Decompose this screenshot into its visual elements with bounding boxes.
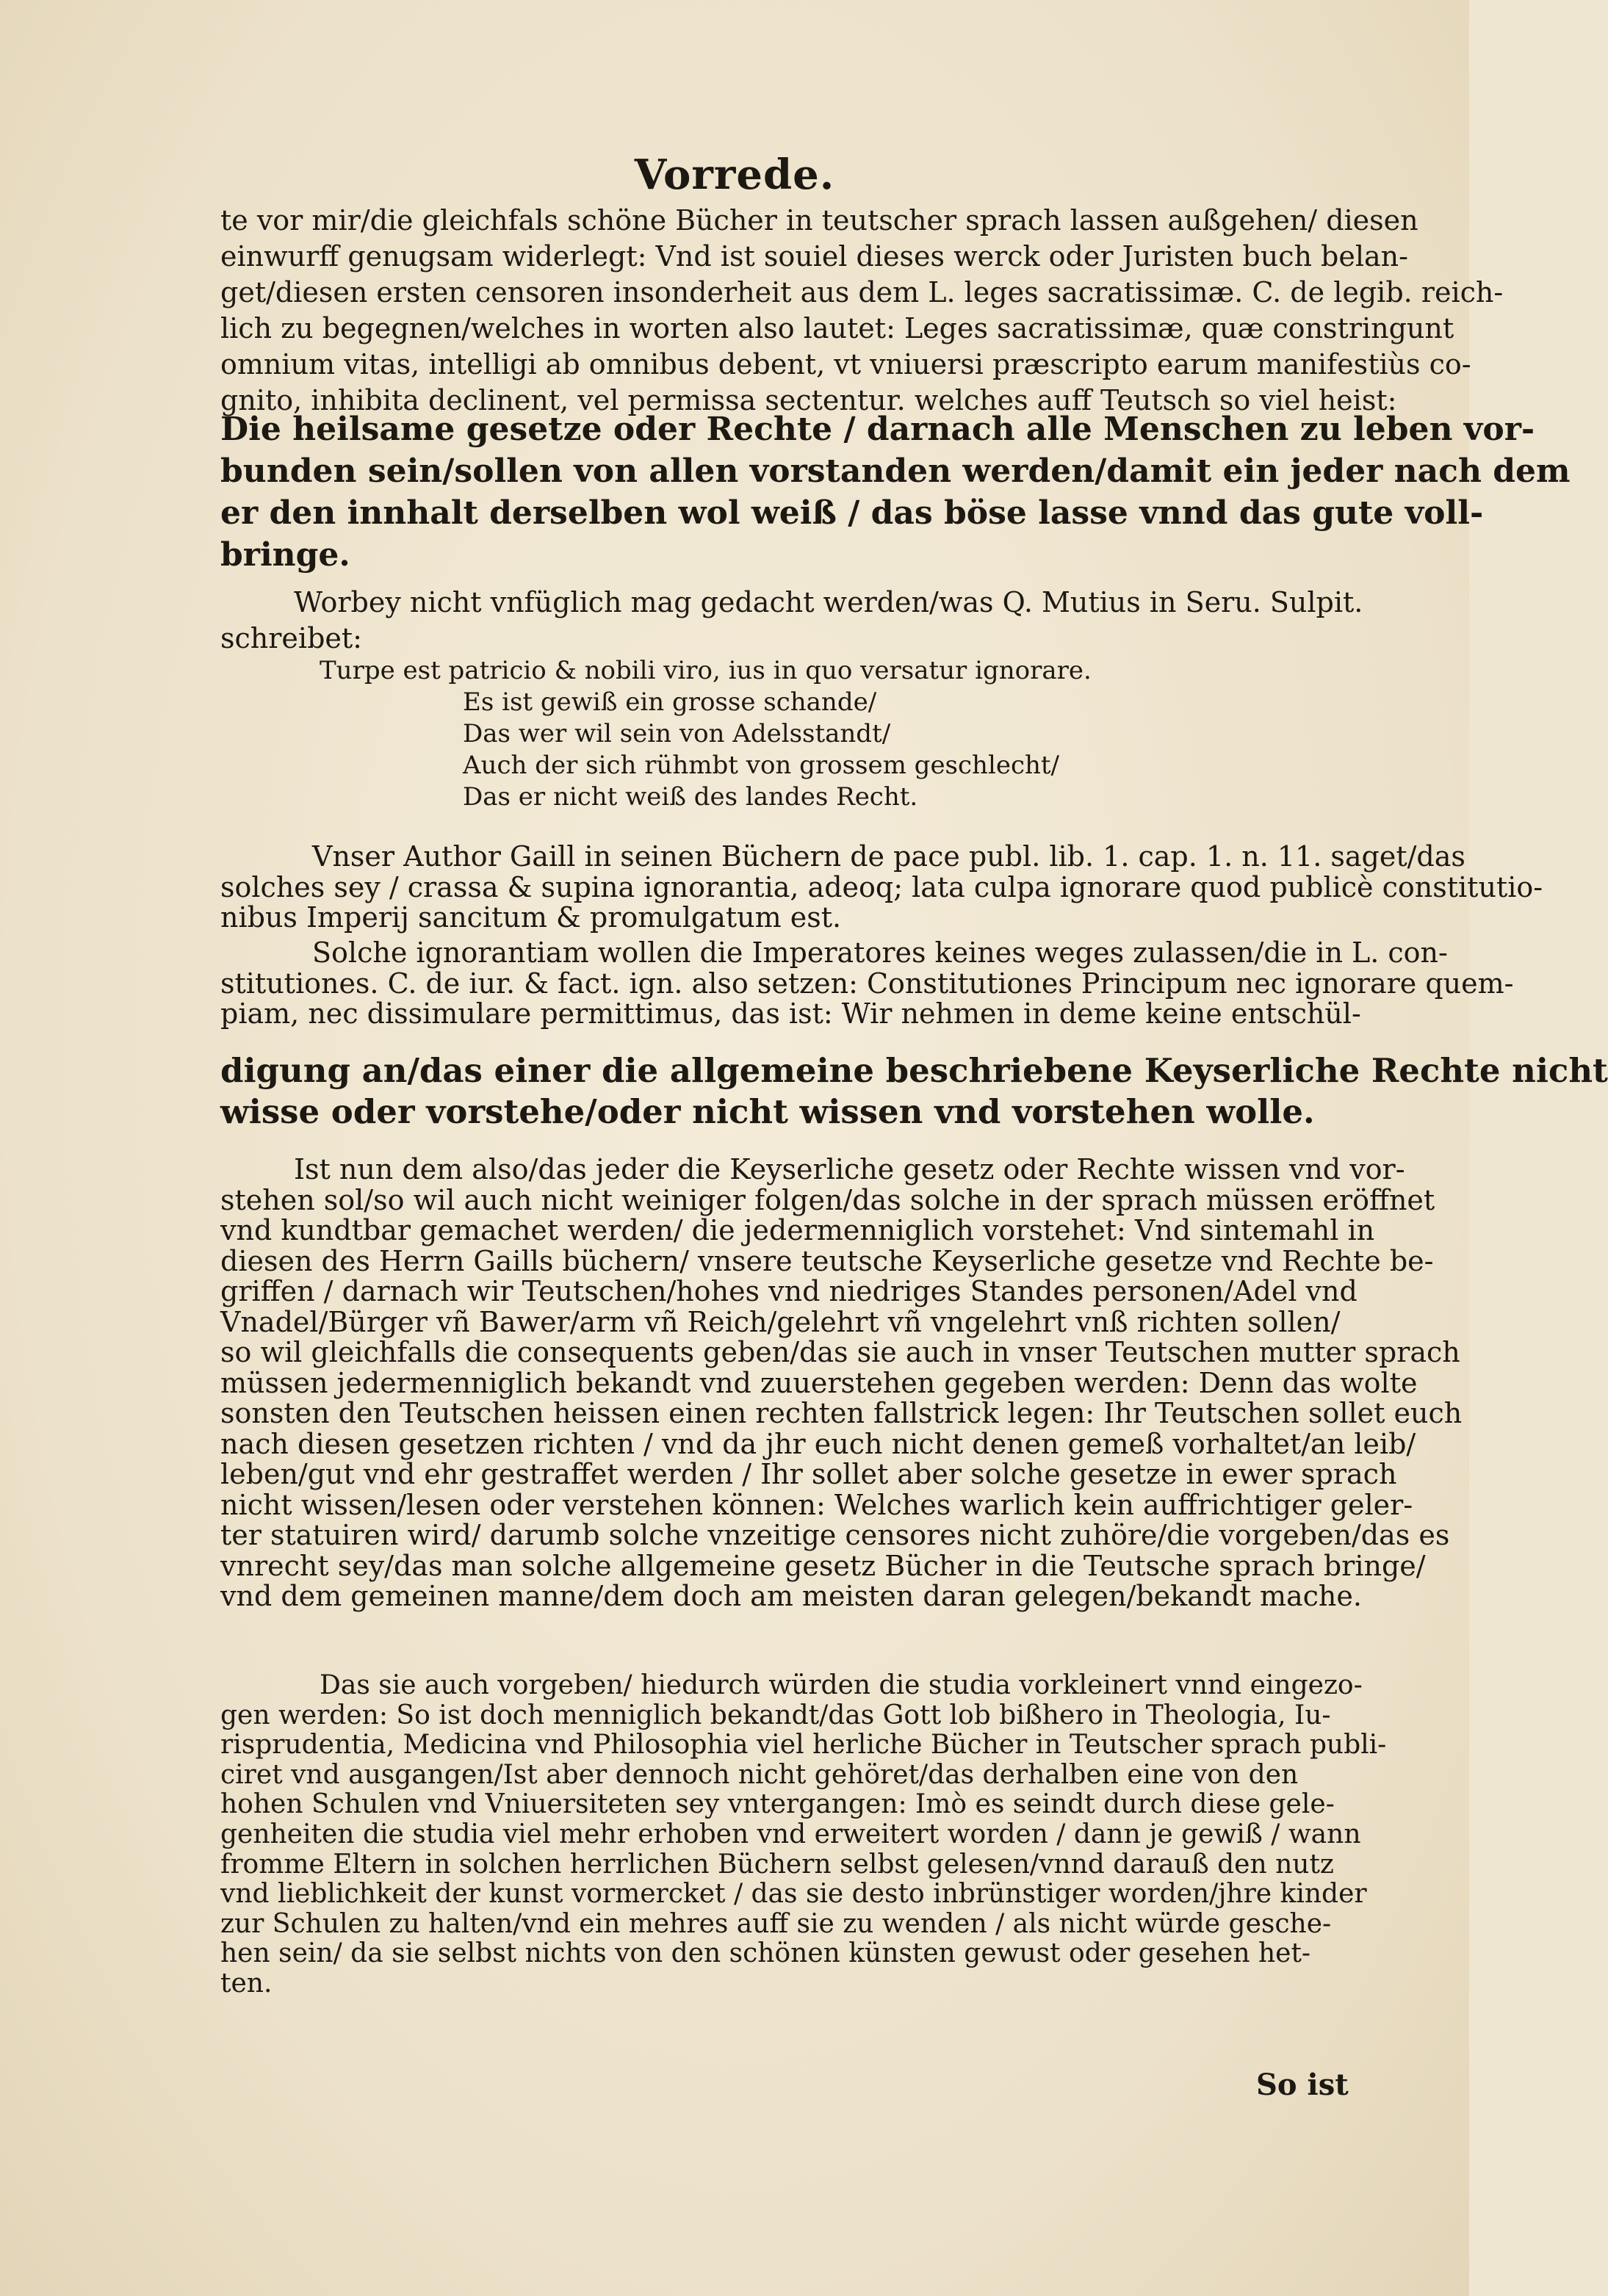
text-line: ten. — [220, 1968, 273, 1999]
text-line: Vnadel/Bürger vñ Bawer/arm vñ Reich/gelehrt vñ vngelehrt vnß richten sollen/ — [220, 1305, 1341, 1338]
text-line: ter statuiren wird/ darumb solche vnzeitige censores nicht zuhöre/die vorgeben/das es — [220, 1519, 1450, 1551]
text-line: bunden sein/sollen von allen vorstanden werden/damit ein jeder nach dem — [220, 452, 1571, 490]
text-line: genheiten die studia viel mehr erhoben vnd erweitert worden / dann je gewiß / wann — [220, 1819, 1361, 1849]
quote-translation-2 — [220, 1050, 1608, 1133]
text-line: omnium vitas, intelligi ab omnibus debent, vt vniuersi præscripto earum manifestiùs co- — [220, 348, 1471, 380]
text-line: sonsten den Teutschen heissen einen rechten fallstrick legen: Ihr Teutschen sollet euch — [220, 1397, 1463, 1429]
catchword: So ist — [1256, 2068, 1349, 2102]
text-line: wisse oder vorstehe/oder nicht wissen vnd vorstehen wolle. — [220, 1092, 1315, 1131]
text-line: nibus Imperij sancitum & promulgatum est. — [220, 901, 842, 934]
text-line: leben/gut vnd ehr gestraffet werden / Ihr sollet aber solche gesetze in ewer sprach — [220, 1458, 1397, 1490]
text-line: piam, nec dissimulare permittimus, das ist: Wir nehmen in deme keine entschül- — [220, 997, 1361, 1030]
text-line: ciret vnd ausgangen/Ist aber dennoch nicht gehöret/das derhalben eine von den — [220, 1759, 1299, 1790]
text-line: so wil gleichfalls die consequents geben/das sie auch in vnser Teutschen mutter sprach — [220, 1336, 1460, 1368]
running-head: Vorrede. — [634, 151, 835, 199]
text-line: lich zu begegnen/welches in worten also lautet: Leges sacratissimæ, quæ constringunt — [220, 312, 1454, 344]
verse-line: Das er nicht weiß des landes Recht. — [463, 782, 918, 812]
verse-latin: Turpe est patricio & nobili viro, ius in quo versatur ignorare. — [320, 656, 1092, 685]
verse-line: Es ist gewiß ein grosse schande/ — [463, 687, 877, 717]
paragraph-6 — [220, 1670, 1387, 1999]
text-line: Vnser Author Gaill in seinen Büchern de pace publ. lib. 1. cap. 1. n. 11. saget/das — [312, 840, 1465, 873]
text-line: te vor mir/die gleichfals schöne Bücher in teutscher sprach lassen außgehen/ diesen — [220, 204, 1418, 237]
paragraph-4 — [220, 936, 1514, 1030]
text-line: schreibet: — [220, 622, 362, 654]
text-line: hohen Schulen vnd Vniuersiteten sey vntergangen: Imò es seindt durch diese gele- — [220, 1789, 1335, 1820]
text-line: Worbey nicht vnfüglich mag gedacht werden/was Q. Mutius in Seru. Sulpit. — [294, 586, 1363, 618]
text-line: er den innhalt derselben wol weiß / das böse lasse vnnd das gute voll- — [220, 494, 1484, 532]
text-line: gnito, inhibita declinent, vel permissa sectentur. welches auff Teutsch so viel heist: — [220, 384, 1397, 416]
text-line: diesen des Herrn Gaills büchern/ vnsere teutsche Keyserliche gesetze vnd Rechte be- — [220, 1244, 1434, 1277]
text-line: zur Schulen zu halten/vnd ein mehres auff sie zu wenden / als nicht würde gesche- — [220, 1908, 1332, 1939]
paragraph-2 — [220, 585, 1363, 657]
text-line: get/diesen ersten censoren insonderheit aus dem L. leges sacratissimæ. C. de legib. reich- — [220, 276, 1504, 308]
text-line: bringe. — [220, 536, 350, 574]
text-line: Das sie auch vorgeben/ hiedurch würden die studia vorkleinert vnnd eingezo- — [320, 1670, 1363, 1700]
text-line: Ist nun dem also/das jeder die Keyserliche gesetz oder Rechte wissen vnd vor- — [294, 1153, 1405, 1185]
paragraph-1 — [220, 203, 1504, 419]
text-line: hen sein/ da sie selbst nichts von den schönen künsten gewust oder gesehen het- — [220, 1938, 1311, 1969]
text-line: solches sey / crassa & supina ignorantia, adeoq; lata culpa ignorare quod publicè constitutio- — [220, 870, 1543, 903]
text-line: müssen jedermenniglich bekandt vnd zuuerstehen gegeben werden: Denn das wolte — [220, 1366, 1418, 1399]
verse-line: Das wer wil sein von Adelsstandt/ — [463, 719, 891, 748]
text-line: nicht wissen/lesen oder verstehen können: Welches warlich kein auffrichtiger geler- — [220, 1488, 1413, 1521]
text-line: vnd dem gemeinen manne/dem doch am meisten daran gelegen/bekandt mache. — [220, 1580, 1362, 1612]
verse-line: Auch der sich rühmbt von grossem geschlecht/ — [463, 751, 1059, 780]
text-line: vnrecht sey/das man solche allgemeine gesetz Bücher in die Teutsche sprach bringe/ — [220, 1549, 1426, 1582]
text-line: Die heilsame gesetze oder Rechte / darnach alle Menschen zu leben vor- — [220, 411, 1535, 448]
text-line: risprudentia, Medicina vnd Philosophia viel herliche Bücher in Teutscher sprach publi- — [220, 1730, 1387, 1761]
text-line: stehen sol/so wil auch nicht weiniger folgen/das solche in der sprach müssen eröffnet — [220, 1183, 1435, 1216]
quote-translation-1 — [220, 408, 1571, 576]
text-line: nach diesen gesetzen richten / vnd da jhr euch nicht denen gemeß vorhaltet/an leib/ — [220, 1427, 1416, 1460]
text-line: vnd lieblichkeit der kunst vormercket / das sie desto inbrünstiger worden/jhre kinder — [220, 1879, 1367, 1910]
text-line: gen werden: So ist doch menniglich bekandt/das Gott lob bißhero in Theologia, Iu- — [220, 1700, 1331, 1730]
paragraph-3 — [220, 840, 1543, 934]
text-line: vnd kundtbar gemachet werden/ die jedermenniglich vorstehet: Vnd sintemahl in — [220, 1214, 1375, 1246]
verse-german — [463, 687, 1059, 813]
text-line: einwurff genugsam widerlegt: Vnd ist souiel dieses werck oder Juristen buch belan- — [220, 240, 1408, 272]
text-line: griffen / darnach wir Teutschen/hohes vnd niedriges Standes personen/Adel vnd — [220, 1275, 1358, 1307]
text-line: digung an/das einer die allgemeine beschriebene Keyserliche Rechte nicht — [220, 1051, 1608, 1090]
paragraph-5 — [220, 1153, 1463, 1612]
text-line: stitutiones. C. de iur. & fact. ign. also setzen: Constitutiones Principum nec ignorare quem- — [220, 967, 1514, 1000]
text-line: fromme Eltern in solchen herrlichen Büchern selbst gelesen/vnnd darauß den nutz — [220, 1849, 1334, 1880]
text-line: Solche ignorantiam wollen die Imperatores keines weges zulassen/die in L. con- — [312, 936, 1448, 969]
